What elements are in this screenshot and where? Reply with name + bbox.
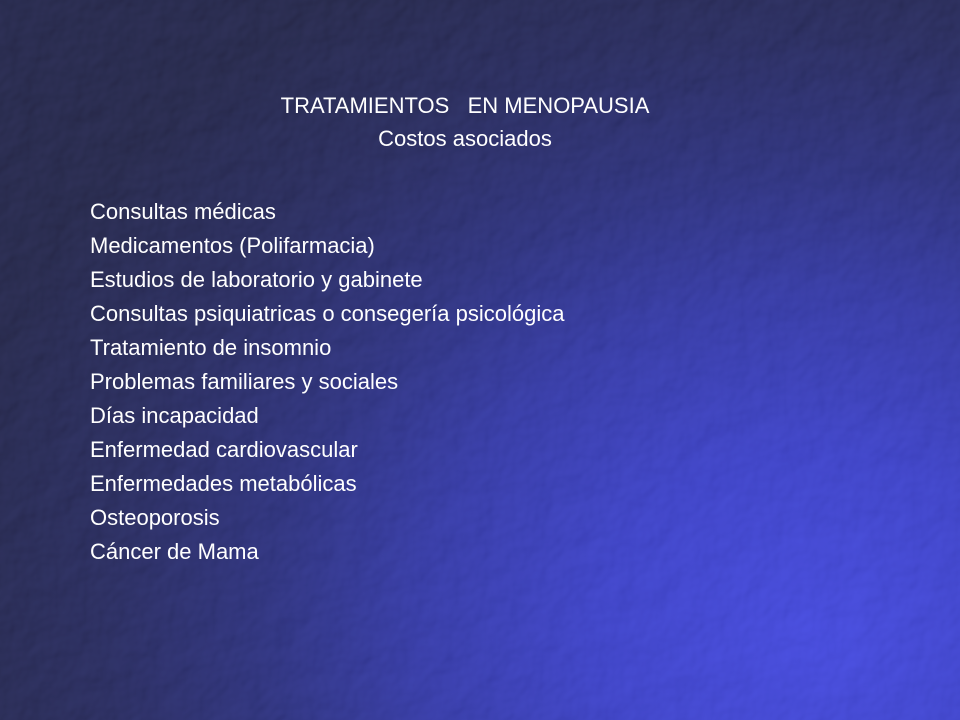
list-item: Medicamentos (Polifarmacia): [90, 233, 375, 258]
list-item: Consultas médicas: [90, 199, 276, 224]
list-item: Enfermedad cardiovascular: [90, 437, 358, 462]
list-item: Problemas familiares y sociales: [90, 369, 399, 394]
list-item: Consultas psiquiatricas o consegería psicológica: [90, 301, 565, 326]
list-item: Cáncer de Mama: [90, 539, 259, 564]
slide-title: TRATAMIENTOS EN MENOPAUSIA: [280, 93, 650, 118]
list-item: Tratamiento de insomnio: [90, 335, 332, 360]
list-item: Enfermedades metabólicas: [90, 471, 357, 496]
list-item: Días incapacidad: [90, 403, 259, 428]
list-item: Osteoporosis: [90, 505, 220, 530]
slide-subtitle: Costos asociados: [378, 126, 552, 151]
cost-list: [90, 195, 564, 569]
list-item: Estudios de laboratorio y gabinete: [90, 267, 423, 292]
